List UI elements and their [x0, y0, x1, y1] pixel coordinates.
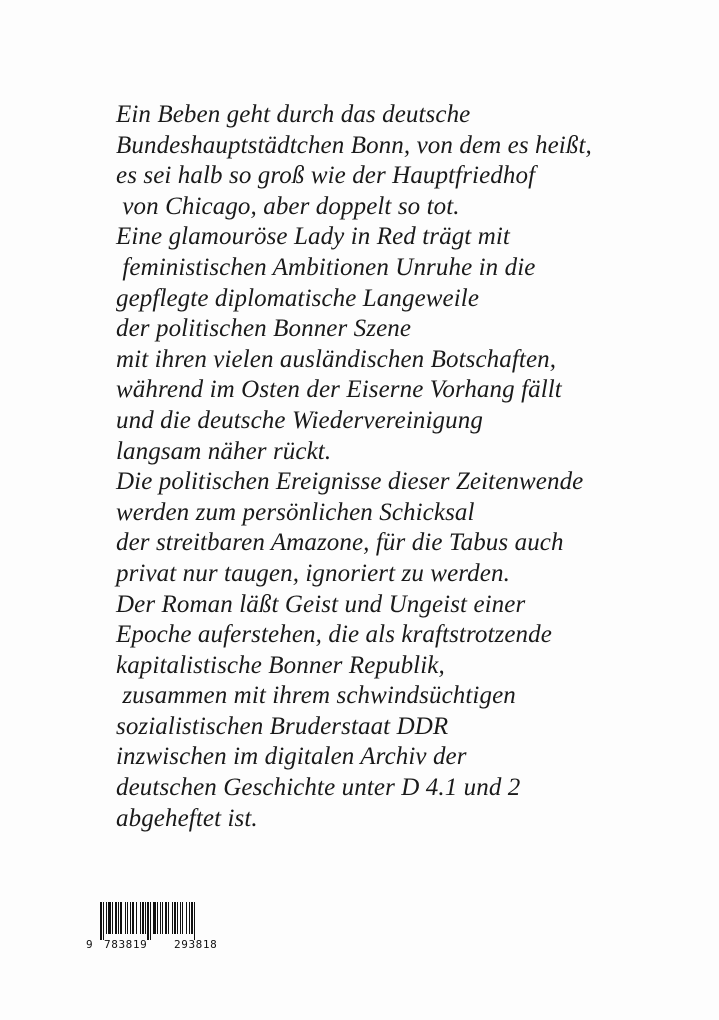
- barcode-bar: [165, 902, 167, 934]
- barcode-bar: [127, 902, 128, 934]
- barcode-bar: [136, 902, 137, 934]
- barcode-bar: [191, 902, 193, 934]
- barcode-bar: [118, 902, 119, 934]
- barcode-bar: [189, 902, 190, 934]
- barcode-bar: [108, 902, 111, 934]
- barcode-bar: [174, 902, 176, 934]
- barcode-bar: [182, 902, 183, 934]
- blurb-line: während im Osten der Eiserne Vorhang fällt: [116, 376, 562, 404]
- blurb-line: deutschen Geschichte unter D 4.1 und 2: [116, 774, 521, 802]
- barcode-bar: [100, 902, 102, 940]
- barcode-bars: [82, 902, 232, 940]
- barcode-bar: [153, 902, 156, 934]
- isbn-left-group: 783819: [104, 938, 148, 951]
- barcode-bar: [130, 902, 131, 934]
- blurb-line: inzwischen im digitalen Archiv der: [116, 743, 467, 771]
- barcode-bar: [132, 902, 134, 934]
- barcode-bar: [106, 902, 107, 934]
- barcode-bar: [180, 902, 181, 934]
- barcode-bar: [160, 902, 161, 934]
- blurb-line: feministischen Ambitionen Unruhe in die: [116, 253, 536, 281]
- blurb-line: es sei halb so groß wie der Hauptfriedhof: [116, 162, 536, 190]
- isbn-barcode: [82, 902, 232, 954]
- barcode-bar: [150, 902, 151, 940]
- barcode-bar: [120, 902, 122, 934]
- barcode-bar: [142, 902, 144, 934]
- barcode-bar: [177, 902, 178, 934]
- blurb-line: langsam näher rückt.: [116, 437, 332, 465]
- blurb-line: Ein Beben geht durch das deutsche: [116, 101, 471, 128]
- blurb-line: Epoche auferstehen, die als kraftstrotzende: [116, 621, 552, 649]
- blurb-line: Die politischen Ereignisse dieser Zeitenwende: [116, 468, 584, 496]
- blurb-line: mit ihren vielen ausländischen Botschaften,: [116, 345, 557, 373]
- barcode-bar: [186, 902, 187, 934]
- barcode-bar: [172, 902, 173, 934]
- barcode-bar: [147, 902, 149, 940]
- blurb-line: abgeheftet ist.: [116, 804, 258, 832]
- barcode-bar: [168, 902, 169, 934]
- blurb-line: von Chicago, aber doppelt so tot.: [116, 192, 460, 220]
- barcode-bar: [140, 902, 141, 934]
- blurb-line: werden zum persönlichen Schicksal: [116, 498, 475, 526]
- barcode-bar: [112, 902, 113, 934]
- isbn-right-group: 293818: [174, 938, 218, 951]
- blurb-line: der politischen Bonner Szene: [116, 315, 412, 343]
- blurb-line: Der Roman läßt Geist und Ungeist einer: [116, 590, 526, 618]
- barcode-bar: [115, 902, 117, 934]
- blurb-line: sozialistischen Bruderstaat DDR: [116, 712, 449, 740]
- blurb-line: und die deutsche Wiedervereinigung: [116, 406, 483, 434]
- blurb-line: privat nur taugen, ignoriert zu werden.: [116, 559, 510, 587]
- blurb-line: Eine glamouröse Lady in Red trägt mit: [116, 223, 510, 251]
- blurb-line: gepflegte diplomatische Langeweile: [116, 284, 480, 312]
- barcode-bar: [194, 902, 195, 940]
- blurb-line: Bundeshauptstädtchen Bonn, von dem es heißt,: [116, 131, 592, 159]
- barcode-bar: [157, 902, 158, 934]
- blurb-line: zusammen mit ihrem schwindsüchtigen: [116, 682, 516, 710]
- blurb-line: kapitalistische Bonner Republik,: [116, 651, 445, 679]
- blurb-line: der streitbaren Amazone, für die Tabus auch: [116, 529, 564, 557]
- barcode-bar: [162, 902, 163, 934]
- barcode-bar: [125, 902, 126, 934]
- barcode-bar: [145, 902, 146, 934]
- barcode-bar: [103, 902, 104, 940]
- blurb-text: [116, 100, 676, 834]
- isbn-lead-digit: 9: [86, 938, 93, 951]
